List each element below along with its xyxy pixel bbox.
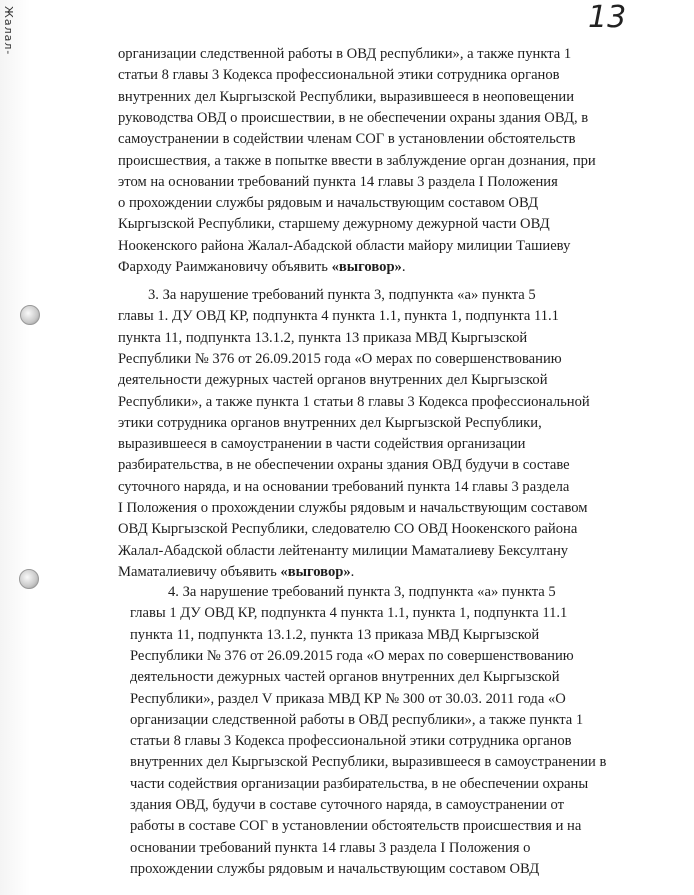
document-line xyxy=(130,689,566,709)
document-line xyxy=(130,816,581,836)
document-line xyxy=(118,257,406,277)
line-text: самоустранении в содействии членам СОГ в установлении обстоятельств xyxy=(118,131,576,148)
line-text: Республики», раздел V приказа МВД КР № 300 от 30.03. 2011 года «О xyxy=(130,690,566,707)
document-line xyxy=(118,108,588,128)
document-line xyxy=(130,710,583,730)
document-line xyxy=(130,795,564,815)
line-text: 3. За нарушение требований пункта 3, подпункта «а» пункта 5 xyxy=(148,287,536,303)
document-line xyxy=(118,349,562,369)
document-line xyxy=(118,519,577,539)
line-text: Фарходу Раимжановичу объявить xyxy=(118,259,332,275)
document-line xyxy=(118,392,590,412)
document-line xyxy=(118,498,588,518)
line-text: работы в составе СОГ в установлении обстоятельств происшествия и на xyxy=(130,818,582,835)
line-text: разбирательства, в не обеспечении охраны здания ОВД будучи в составе xyxy=(118,457,570,474)
document-line xyxy=(130,838,530,858)
line-text: происшествия, а также в попытке ввести в заблуждение орган дознания, при xyxy=(118,152,596,169)
line-text: руководства ОВД о происшествии, в не обеспечении охраны здания ОВД, в xyxy=(118,109,589,126)
line-text: главы 1 ДУ ОВД КР, подпункта 4 пункта 1.1, пункта 1, подпункта 11.1 xyxy=(130,605,568,622)
line-text: главы 1. ДУ ОВД КР, подпункта 4 пункта 1.1, пункта 1, подпункта 11.1 xyxy=(118,308,559,325)
line-text: этом на основании требований пункта 14 главы 3 раздела I Положения xyxy=(118,173,558,190)
line-text: I Положения о прохождении службы рядовым и начальствующим составом xyxy=(118,500,588,516)
line-text: пункта 11, подпункта 13.1.2, пункта 13 приказа МВД Кыргызской xyxy=(130,626,540,643)
line-text: Республики № 376 от 26.09.2015 года «О мерах по совершенствованию xyxy=(130,647,574,664)
document-line xyxy=(118,306,559,326)
line-text: выразившееся в самоустранении в части содействия организации xyxy=(118,436,526,453)
line-punctuation: . xyxy=(401,259,406,275)
document-line xyxy=(118,87,574,107)
line-text: организации следственной работы в ОВД республики», а также пункта 1 xyxy=(130,711,584,728)
document-line xyxy=(118,65,560,85)
document-line xyxy=(118,562,354,582)
document-line xyxy=(118,455,570,475)
line-text: Республики», а также пункта 1 статьи 8 главы 3 Кодекса профессиональной xyxy=(118,393,590,410)
document-line xyxy=(130,603,567,623)
line-text: Ноокенского района Жалал-Абадской области майору милиции Ташиеву xyxy=(118,237,571,254)
line-text: внутренних дел Кыргызской Республики, выразившееся в самоустранении в xyxy=(130,754,607,771)
line-text: части содействия организации разбирательства, в не обеспечении охраны xyxy=(130,775,589,792)
document-line xyxy=(118,413,542,433)
document-line xyxy=(118,434,525,454)
punch-hole-icon xyxy=(19,569,39,589)
line-text: основании требований пункта 14 главы 3 раздела I Положения о xyxy=(130,839,531,856)
document-line xyxy=(118,328,527,348)
handwritten-page-number: 13 xyxy=(588,0,627,35)
penalty-emphasis: «выговор» xyxy=(331,259,402,275)
document-line xyxy=(130,667,560,687)
line-text: о прохождении службы рядовым и начальствующим составом ОВД xyxy=(118,195,539,212)
document-line xyxy=(130,646,574,666)
line-text: суточного наряда, и на основании требований пункта 14 главы 3 раздела xyxy=(118,478,570,495)
line-text: прохождении службы рядовым и начальствующим составом ОВД xyxy=(130,860,540,877)
document-line xyxy=(118,541,568,561)
document-line xyxy=(118,193,538,213)
document-line xyxy=(118,477,569,497)
punch-hole-icon xyxy=(20,305,40,325)
document-line xyxy=(118,236,570,256)
line-text: здания ОВД, будучи в составе суточного наряда, в самоустранении от xyxy=(130,797,565,813)
line-punctuation: . xyxy=(350,563,355,580)
line-text: деятельности дежурных частей органов внутренних дел Кыргызской xyxy=(130,669,560,686)
penalty-emphasis: «выговор» xyxy=(280,563,351,580)
document-line xyxy=(130,859,539,879)
line-text: статьи 8 главы 3 Кодекса профессиональной этики сотрудника органов xyxy=(118,67,560,84)
line-text: организации следственной работы в ОВД республики», а также пункта 1 xyxy=(118,46,572,62)
document-line xyxy=(130,752,606,772)
document-line xyxy=(118,129,575,149)
line-text: Маматалиевичу объявить xyxy=(118,563,281,580)
line-text: статьи 8 главы 3 Кодекса профессиональной этики сотрудника органов xyxy=(130,733,572,750)
document-line xyxy=(118,44,571,64)
document-line xyxy=(118,151,596,171)
line-text: внутренних дел Кыргызской Республики, выразившееся в неоповещении xyxy=(118,88,575,105)
document-line xyxy=(148,285,536,305)
line-text: пункта 11, подпункта 13.1.2, пункта 13 приказа МВД Кыргызской xyxy=(118,329,528,346)
document-line xyxy=(168,582,556,602)
line-text: Республики № 376 от 26.09.2015 года «О мерах по совершенствованию xyxy=(118,350,562,367)
line-text: 4. За нарушение требований пункта 3, подпункта «а» пункта 5 xyxy=(168,584,556,600)
line-text: Жалал-Абадской области лейтенанту милиции Маматалиеву Бексултану xyxy=(118,542,569,559)
document-line xyxy=(130,625,539,645)
margin-note: Жалал- xyxy=(2,6,15,56)
line-text: Кыргызской Республики, старшему дежурному дежурной части ОВД xyxy=(118,216,550,233)
document-line xyxy=(118,172,558,192)
line-text: ОВД Кыргызской Республики, следователю СО ОВД Ноокенского района xyxy=(118,521,578,538)
document-line xyxy=(118,370,548,390)
document-line xyxy=(130,774,588,794)
document-line xyxy=(130,731,572,751)
line-text: деятельности дежурных частей органов внутренних дел Кыргызской xyxy=(118,372,548,389)
document-line xyxy=(118,214,550,234)
line-text: этики сотрудника органов внутренних дел Кыргызской Республики, xyxy=(118,414,542,431)
